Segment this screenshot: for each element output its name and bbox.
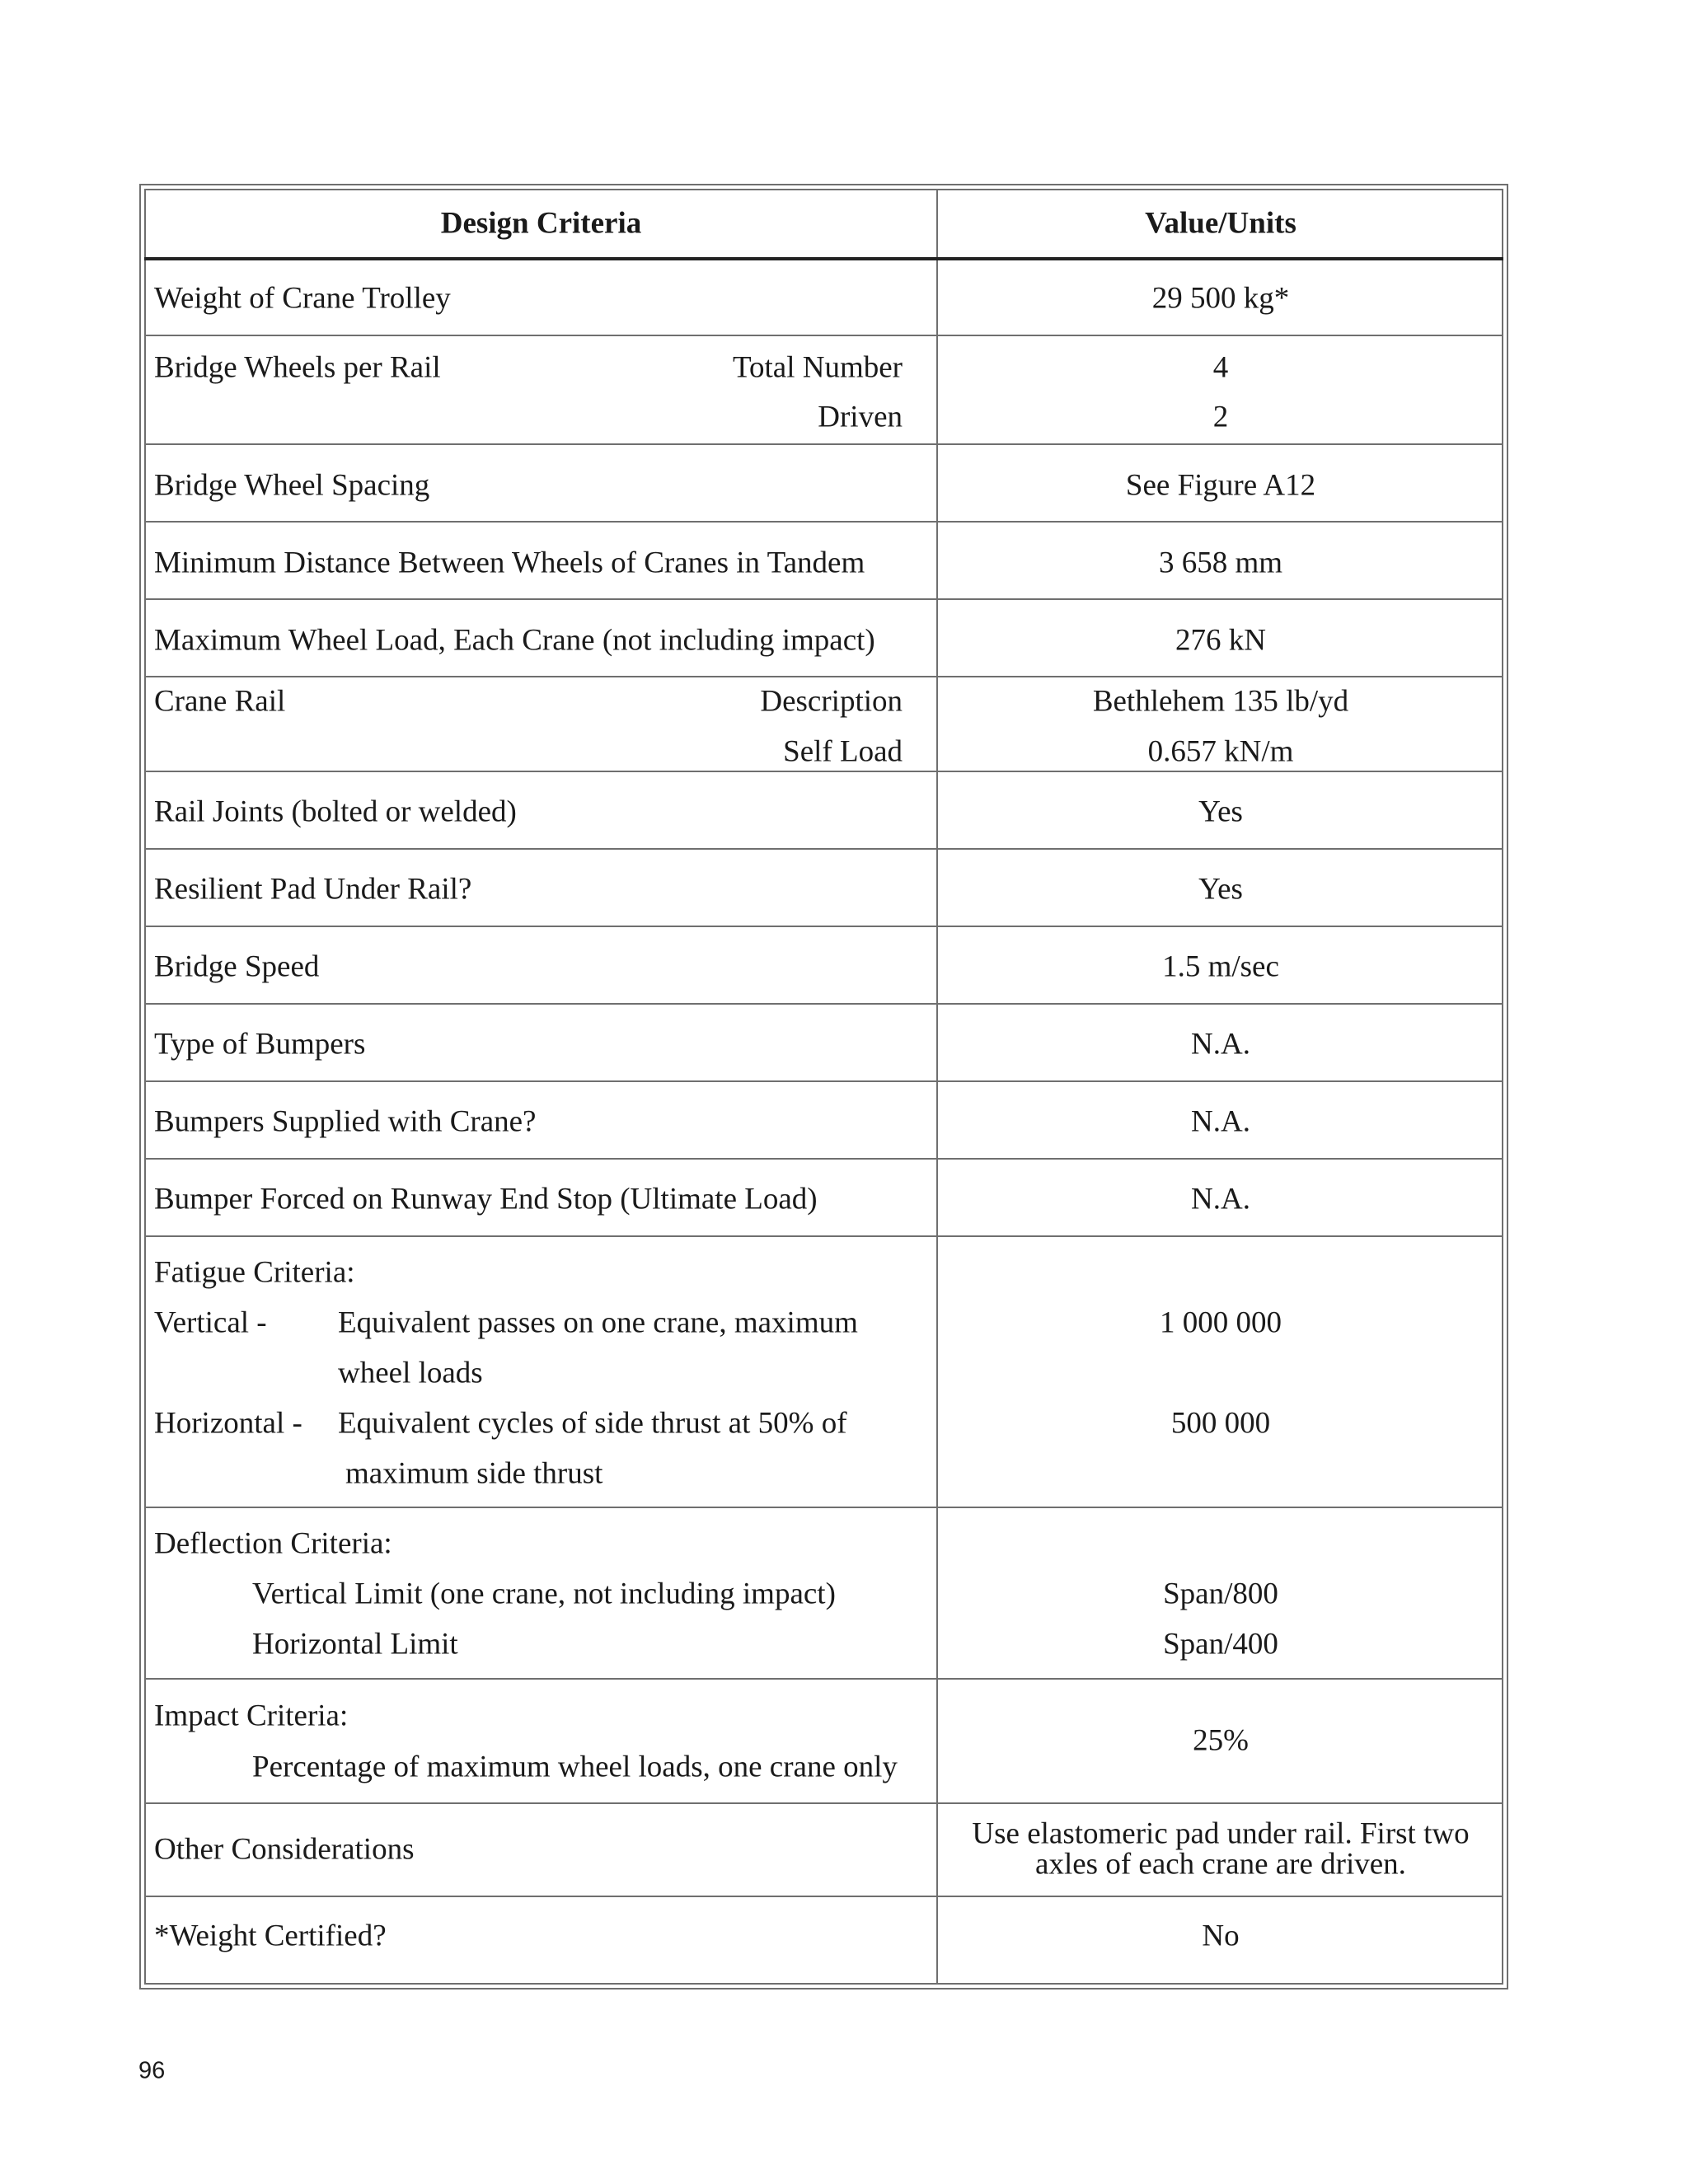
row-divider: [144, 926, 1503, 927]
fatigue-vertical-value: 1 000 000: [1160, 1305, 1282, 1340]
row-divider: [144, 335, 1503, 336]
crane-rail-self-load-value: 0.657 kN/m: [1147, 734, 1294, 769]
row-divider: [144, 443, 1503, 445]
row-divider: [144, 1678, 1503, 1680]
min-distance-label: Minimum Distance Between Wheels of Cranes in Tandem: [154, 546, 865, 580]
bumpers-supplied-value: N.A.: [1191, 1104, 1250, 1139]
row-divider: [144, 1896, 1503, 1897]
bumpers-supplied-label: Bumpers Supplied with Crane?: [154, 1104, 537, 1139]
fatigue-vertical-label: Vertical -: [154, 1305, 267, 1340]
bridge-wheels-driven-value: 2: [1212, 400, 1229, 434]
row-divider: [144, 1003, 1503, 1005]
max-wheel-load-value: 276 kN: [1175, 623, 1266, 658]
bridge-wheels-driven-label: Driven: [818, 400, 903, 434]
deflection-vertical-value: Span/800: [1163, 1577, 1278, 1611]
column-divider: [936, 189, 938, 1985]
row-divider: [144, 598, 1503, 600]
resilient-pad-label: Resilient Pad Under Rail?: [154, 872, 472, 907]
bumper-force-label: Bumper Forced on Runway End Stop (Ultimate Load): [154, 1182, 818, 1216]
row-divider: [144, 848, 1503, 850]
page-number: 96: [138, 2057, 166, 2084]
bumper-type-label: Type of Bumpers: [154, 1027, 366, 1062]
row-divider: [144, 521, 1503, 523]
row-divider: [144, 771, 1503, 772]
impact-label: Impact Criteria:: [154, 1699, 349, 1733]
impact-desc: Percentage of maximum wheel loads, one crane only: [252, 1750, 898, 1784]
deflection-horizontal-value: Span/400: [1163, 1627, 1278, 1661]
crane-rail-self-load-label: Self Load: [783, 734, 903, 769]
rail-joints-value: Yes: [1198, 794, 1243, 829]
weight-certified-value: No: [1202, 1919, 1240, 1953]
bumper-type-value: N.A.: [1191, 1027, 1250, 1062]
row-divider: [144, 676, 1503, 677]
fatigue-vertical-desc: Equivalent passes on one crane, maximum: [338, 1305, 858, 1340]
header-rule: [144, 257, 1503, 260]
weight-trolley-value: 29 500 kg*: [1151, 281, 1290, 316]
deflection-vertical-label: Vertical Limit (one crane, not including impact): [252, 1577, 836, 1611]
row-divider: [144, 1235, 1503, 1237]
weight-trolley-label: Weight of Crane Trolley: [154, 281, 451, 316]
header-design-criteria: Design Criteria: [440, 206, 642, 241]
weight-certified-label: *Weight Certified?: [154, 1919, 387, 1953]
crane-rail-desc-label: Description: [760, 684, 903, 719]
fatigue-vertical-desc-cont: wheel loads: [338, 1356, 483, 1390]
bridge-wheels-total-value: 4: [1212, 350, 1229, 385]
min-distance-value: 3 658 mm: [1158, 546, 1283, 580]
bumper-force-value: N.A.: [1191, 1182, 1250, 1216]
crane-rail-label: Crane Rail: [154, 684, 286, 719]
row-divider: [144, 1802, 1503, 1804]
max-wheel-load-label: Maximum Wheel Load, Each Crane (not including impact): [154, 623, 875, 658]
other-considerations-label: Other Considerations: [154, 1832, 415, 1867]
header-value-units: Value/Units: [1145, 206, 1296, 241]
wheel-spacing-label: Bridge Wheel Spacing: [154, 468, 430, 503]
resilient-pad-value: Yes: [1198, 872, 1243, 907]
wheel-spacing-value: See Figure A12: [1125, 468, 1316, 503]
rail-joints-label: Rail Joints (bolted or welded): [154, 794, 517, 829]
design-criteria-table: [144, 189, 1503, 1985]
bridge-wheels-total-label: Total Number: [733, 350, 903, 385]
fatigue-horizontal-value: 500 000: [1170, 1406, 1271, 1441]
deflection-horizontal-label: Horizontal Limit: [252, 1627, 458, 1661]
other-considerations-value-line2: axles of each crane are driven.: [1035, 1847, 1406, 1882]
impact-value: 25%: [1193, 1723, 1249, 1758]
crane-rail-desc-value: Bethlehem 135 lb/yd: [1092, 684, 1349, 719]
bridge-speed-value: 1.5 m/sec: [1162, 949, 1279, 984]
fatigue-horizontal-desc: Equivalent cycles of side thrust at 50% of: [338, 1406, 847, 1441]
bridge-speed-label: Bridge Speed: [154, 949, 320, 984]
bridge-wheels-label: Bridge Wheels per Rail: [154, 350, 441, 385]
other-considerations-value-line1: Use elastomeric pad under rail. First two: [972, 1816, 1470, 1851]
row-divider: [144, 1158, 1503, 1160]
row-divider: [144, 1080, 1503, 1082]
fatigue-label: Fatigue Criteria:: [154, 1255, 355, 1290]
row-divider: [144, 1507, 1503, 1508]
deflection-label: Deflection Criteria:: [154, 1526, 392, 1561]
fatigue-horizontal-label: Horizontal -: [154, 1406, 302, 1441]
fatigue-horizontal-desc-cont: maximum side thrust: [345, 1456, 603, 1491]
